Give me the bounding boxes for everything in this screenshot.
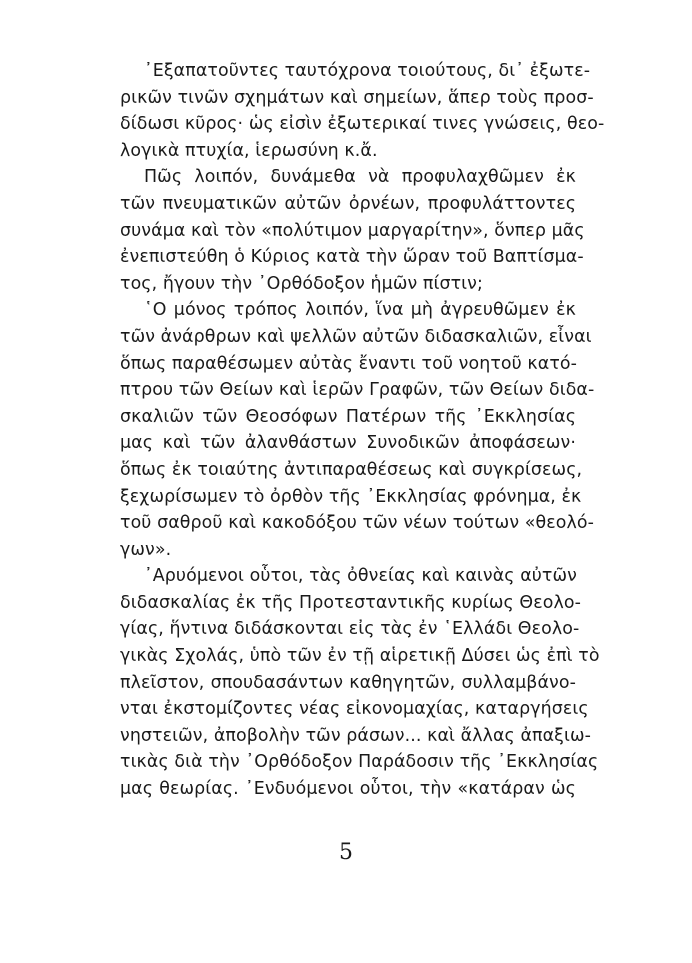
- text-line: ὅπως ἐκ τοιαύτης ἀντιπαραθέσεως καὶ συγκρίσεως,: [120, 459, 583, 480]
- text-line: τῶν πνευματικῶν αὐτῶν ὀρνέων, προφυλάττοντες: [120, 193, 576, 214]
- paragraph-3: [120, 297, 595, 563]
- text-line: ῾Ο μόνος τρόπος λοιπόν, ἵνα μὴ ἀγρευθῶμεν ἐκ: [144, 300, 576, 321]
- text-line: διδασκαλίας ἐκ τῆς Προτεσταντικῆς κυρίως Θεολο-: [120, 592, 581, 613]
- text-line: ᾿Εξαπατοῦντες ταυτόχρονα τοιούτους, δι᾿ ἐξωτε-: [144, 61, 591, 81]
- paragraph-2: [120, 164, 585, 297]
- text-line: ὅπως παραθέσωμεν αὐτὰς ἔναντι τοῦ νοητοῦ κατό-: [120, 353, 578, 374]
- text-line: νται ἐκστομίζοντες νέας εἰκονομαχίας, καταργήσεις: [120, 699, 589, 720]
- text-line: τῶν ἀνάρθρων καὶ ψελλῶν αὐτῶν διδασκαλιῶν, εἶναι: [120, 326, 592, 347]
- text-line: τοῦ σαθροῦ καὶ κακοδόξου τῶν νέων τούτων «θεολό-: [120, 513, 594, 534]
- text-line: μας θεωρίας. ᾿Ενδυόμενοι οὗτοι, τὴν «κατάραν ὡς: [120, 779, 576, 800]
- text-line: γίας, ἥντινα διδάσκονται εἰς τὰς ἐν ῾Ελλάδι Θεολο-: [120, 619, 580, 640]
- text-line: ρικῶν τινῶν σχημάτων καὶ σημείων, ἅπερ τοὺς προσ-: [120, 87, 594, 108]
- text-line: σκαλιῶν τῶν Θεοσόφων Πατέρων τῆς ᾿Εκκλησίας: [120, 406, 576, 427]
- text-line: τικὰς διὰ τὴν ᾿Ορθόδοξον Παράδοσιν τῆς ᾿Εκκλησίας: [120, 752, 599, 773]
- text-line: τος, ἤγουν τὴν ᾿Ορθόδοξον ἡμῶν πίστιν;: [120, 273, 483, 294]
- text-line: μας καὶ τῶν ἀλανθάστων Συνοδικῶν ἀποφάσεων·: [120, 433, 576, 454]
- text-line: γικὰς Σχολάς, ὑπὸ τῶν ἐν τῇ αἱρετικῇ Δύσει ὡς ἐπὶ τὸ: [120, 646, 600, 667]
- text-line: νηστειῶν, ἀποβολὴν τῶν ράσων... καὶ ἄλλας ἀπαξιω-: [120, 725, 591, 746]
- text-line: πλεῖστον, σπουδασάντων καθηγητῶν, συλλαμβάνο-: [120, 672, 576, 693]
- text-line: συνάμα καὶ τὸν «πολύτιμον μαργαρίτην», ὅνπερ μᾶς: [120, 220, 585, 241]
- text-line: λογικὰ πτυχία, ἱερωσύνη κ.ἄ.: [120, 140, 378, 161]
- page-number: 5: [339, 840, 353, 865]
- text-line: Πῶς λοιπόν, δυνάμεθα νὰ προφυλαχθῶμεν ἐκ: [144, 167, 576, 188]
- text-line: δίδωσι κῦρος· ὡς εἰσὶν ἐξωτερικαί τινες γνώσεις, θεο-: [120, 114, 605, 135]
- paragraph-1: [120, 58, 605, 164]
- text-line: γων».: [120, 539, 172, 560]
- text-line: ξεχωρίσωμεν τὸ ὀρθὸν τῆς ᾿Εκκλησίας φρόνημα, ἐκ: [120, 486, 582, 507]
- paragraph-4: [120, 563, 600, 802]
- text-line: πτρου τῶν Θείων καὶ ἱερῶν Γραφῶν, τῶν Θείων διδα-: [120, 380, 595, 401]
- text-line: ἐνεπιστεύθη ὁ Κύριος κατὰ τὴν ὥραν τοῦ Βαπτίσμα-: [120, 247, 584, 268]
- page-body-text: [120, 58, 605, 803]
- text-line: ᾿Αρυόμενοι οὗτοι, τὰς ὀθνείας καὶ καινὰς αὐτῶν: [144, 566, 577, 587]
